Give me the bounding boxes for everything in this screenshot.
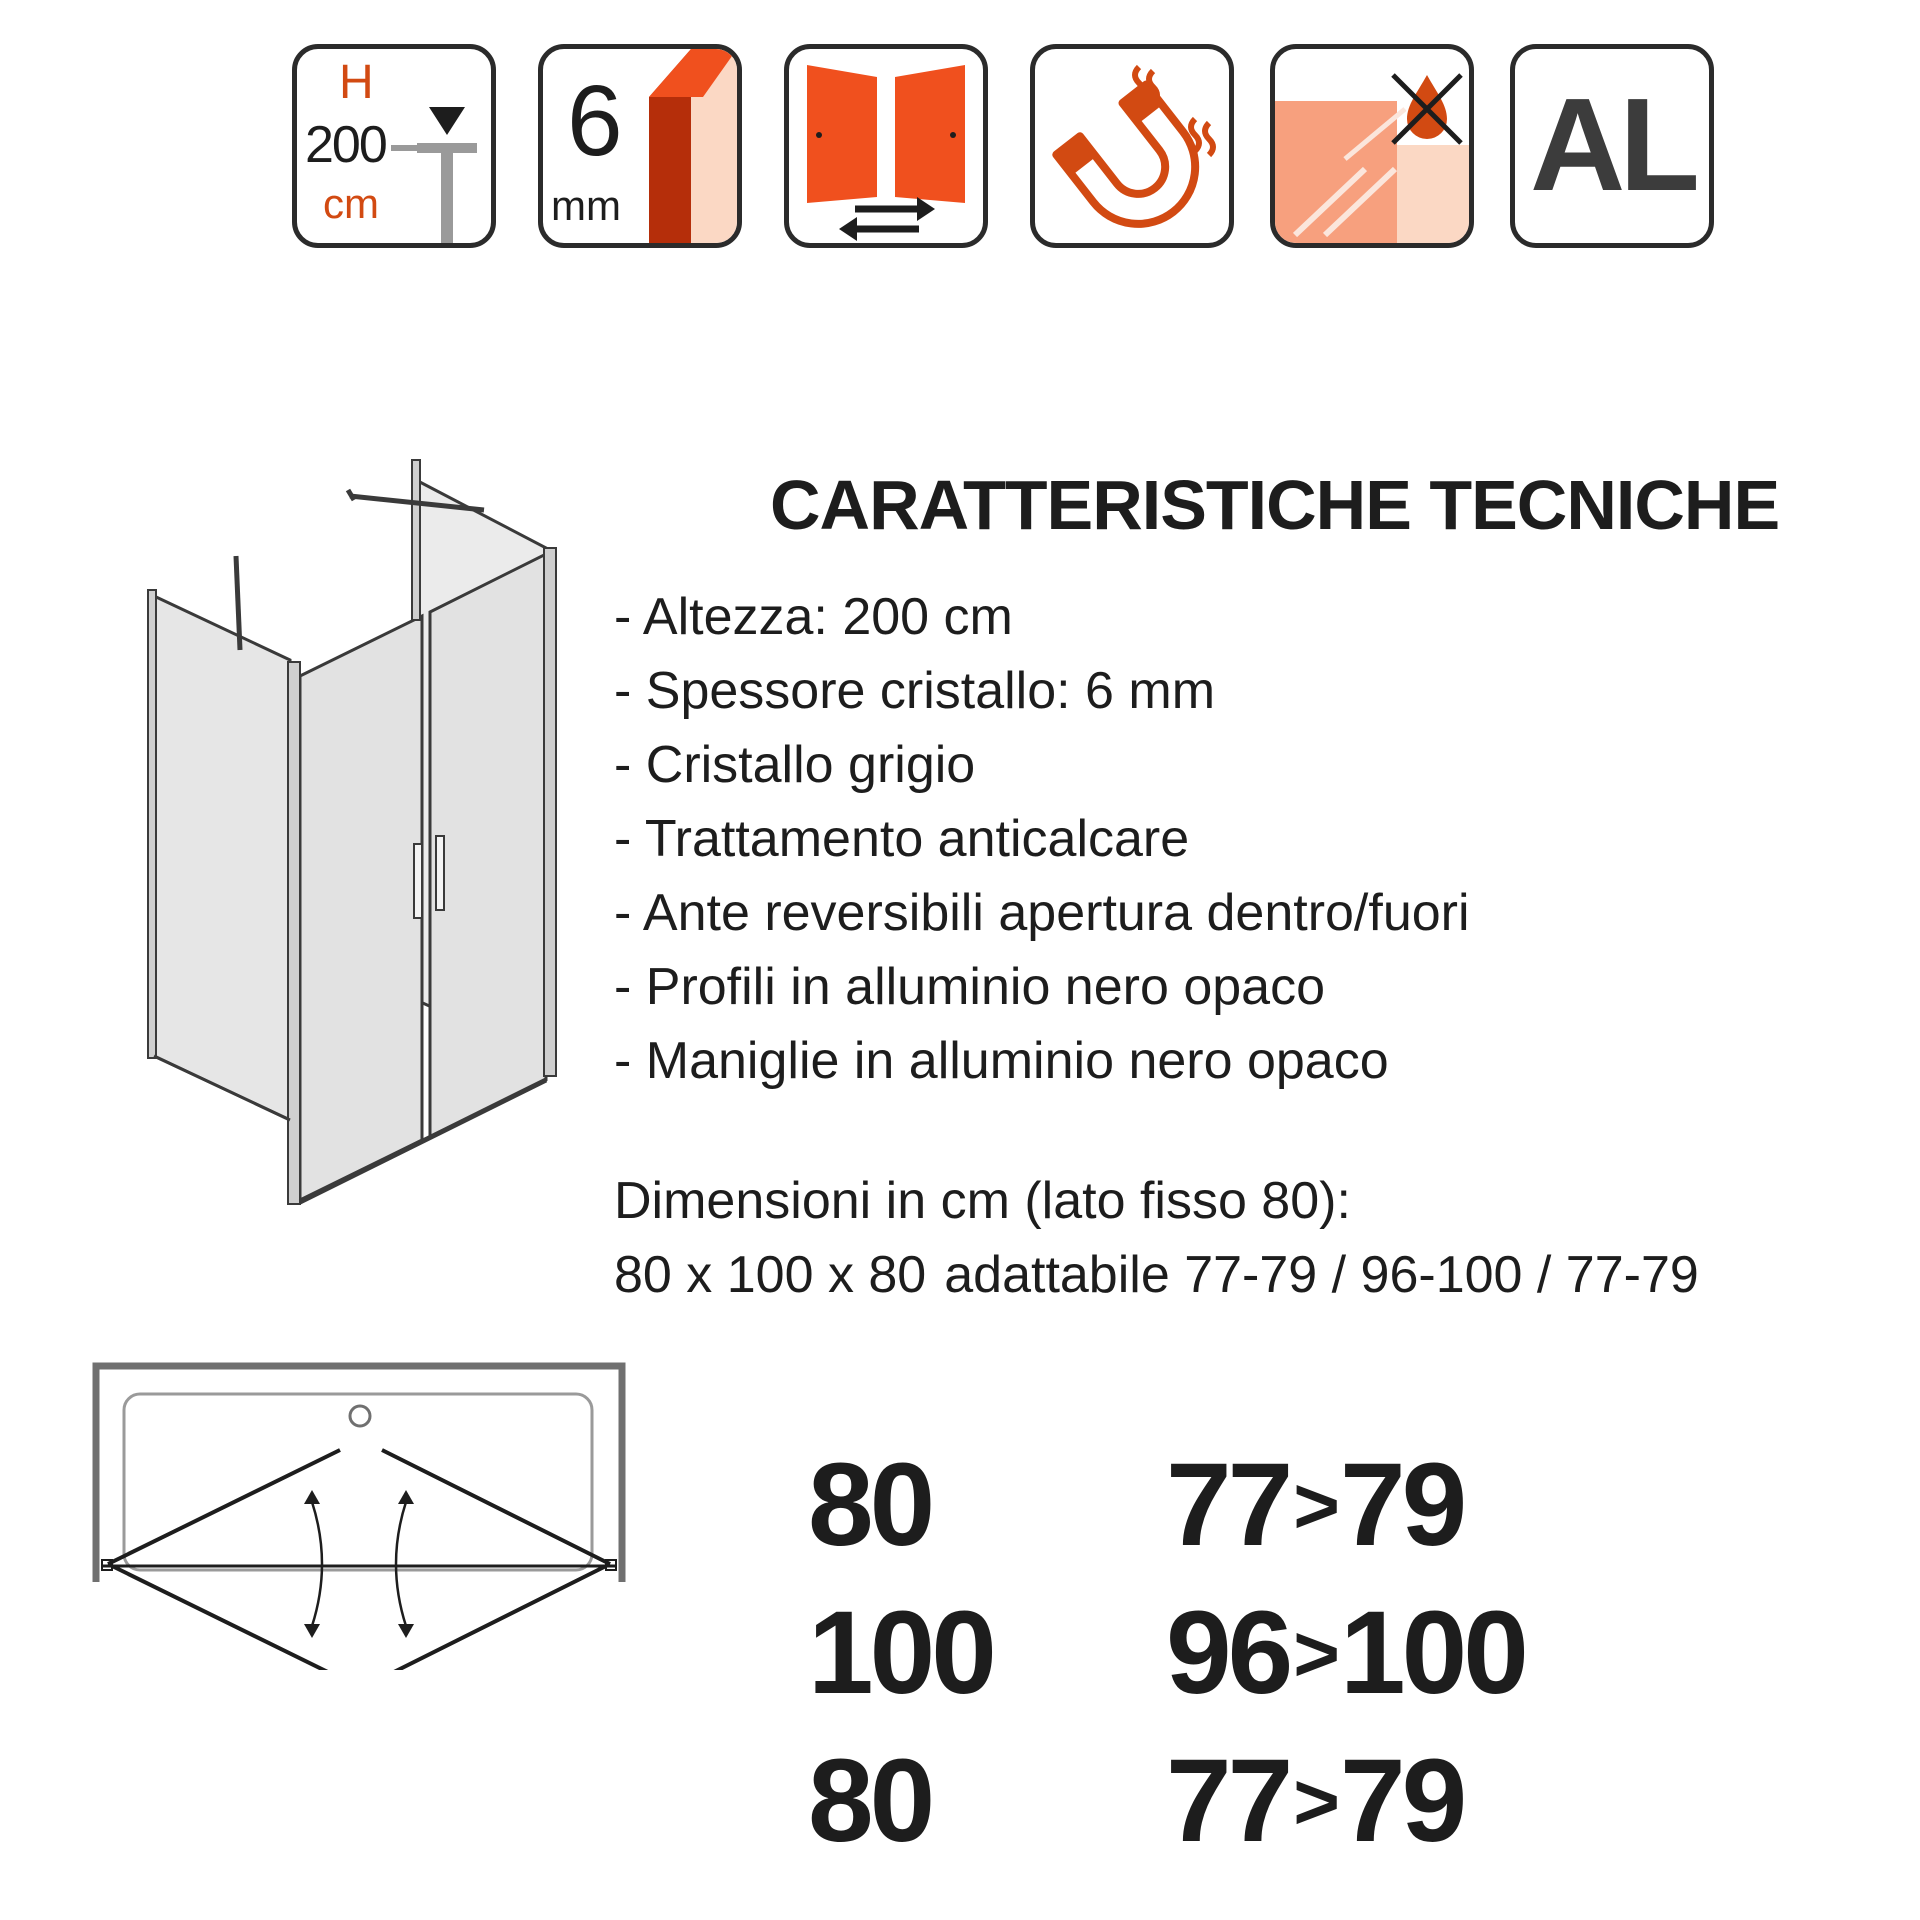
dimensions-line bbox=[614, 1238, 1699, 1312]
size-nominal: 100 bbox=[808, 1587, 993, 1719]
swap-arrows-icon bbox=[839, 197, 935, 241]
spec-item-glass: - Cristallo grigio bbox=[614, 736, 976, 794]
aluminium-icon bbox=[1510, 44, 1714, 248]
swing-arrow-icon bbox=[396, 1490, 414, 1638]
size-row bbox=[808, 1587, 1608, 1742]
magnet-icon bbox=[1030, 44, 1234, 248]
height-unit: cm bbox=[323, 180, 379, 227]
thickness-unit: mm bbox=[551, 182, 621, 229]
size-nominal: 80 bbox=[808, 1439, 932, 1571]
size-range bbox=[1166, 1735, 1464, 1867]
dimensions-adaptable: adattabile 77-79 / 96-100 / 77-79 bbox=[944, 1246, 1699, 1304]
feature-icon-row bbox=[292, 44, 1728, 254]
spec-item-height: - Altezza: 200 cm bbox=[614, 588, 1013, 646]
height-200cm-icon bbox=[292, 44, 496, 248]
spec-item-doors: - Ante reversibili apertura dentro/fuori bbox=[614, 884, 1470, 942]
size-range-separator: > bbox=[1293, 1461, 1336, 1550]
glass-thickness-6mm-icon bbox=[538, 44, 742, 248]
size-max: 100 bbox=[1339, 1587, 1525, 1719]
dimensions-label: Dimensioni in cm (lato fisso 80): bbox=[614, 1172, 1351, 1230]
reversible-doors-icon bbox=[784, 44, 988, 248]
drain-icon bbox=[350, 1406, 370, 1426]
spec-item-thickness: - Spessore cristallo: 6 mm bbox=[614, 662, 1216, 720]
height-letter: H bbox=[339, 56, 374, 109]
spec-list bbox=[614, 580, 1470, 1098]
size-row bbox=[808, 1735, 1608, 1890]
dimensions-nominal: 80 x 100 x 80 bbox=[614, 1246, 927, 1304]
height-value: 200 bbox=[305, 116, 386, 174]
size-table bbox=[808, 1439, 1608, 1890]
plan-view-diagram bbox=[90, 1350, 630, 1670]
spec-item-handles: - Maniglie in alluminio nero opaco bbox=[614, 1032, 1389, 1090]
spec-item-treatment: - Trattamento anticalcare bbox=[614, 810, 1190, 868]
size-range bbox=[1166, 1587, 1525, 1719]
section-title: CARATTERISTICHE TECNICHE bbox=[770, 466, 1780, 544]
size-range-separator: > bbox=[1293, 1609, 1336, 1698]
size-range-separator: > bbox=[1293, 1757, 1336, 1846]
size-max: 79 bbox=[1339, 1735, 1464, 1867]
size-min: 96 bbox=[1166, 1587, 1290, 1719]
size-max: 79 bbox=[1339, 1439, 1464, 1571]
size-min: 77 bbox=[1166, 1735, 1290, 1867]
spec-item-profiles: - Profili in alluminio nero opaco bbox=[614, 958, 1326, 1016]
aluminium-label: AL bbox=[1530, 71, 1694, 218]
shower-enclosure-illustration bbox=[140, 440, 580, 1220]
thickness-value: 6 bbox=[567, 65, 623, 177]
size-min: 77 bbox=[1166, 1439, 1290, 1571]
size-row bbox=[808, 1439, 1608, 1594]
size-nominal: 80 bbox=[808, 1735, 932, 1867]
size-range bbox=[1166, 1439, 1464, 1571]
anti-limescale-icon bbox=[1270, 44, 1474, 248]
swing-arrow-icon bbox=[304, 1490, 322, 1638]
